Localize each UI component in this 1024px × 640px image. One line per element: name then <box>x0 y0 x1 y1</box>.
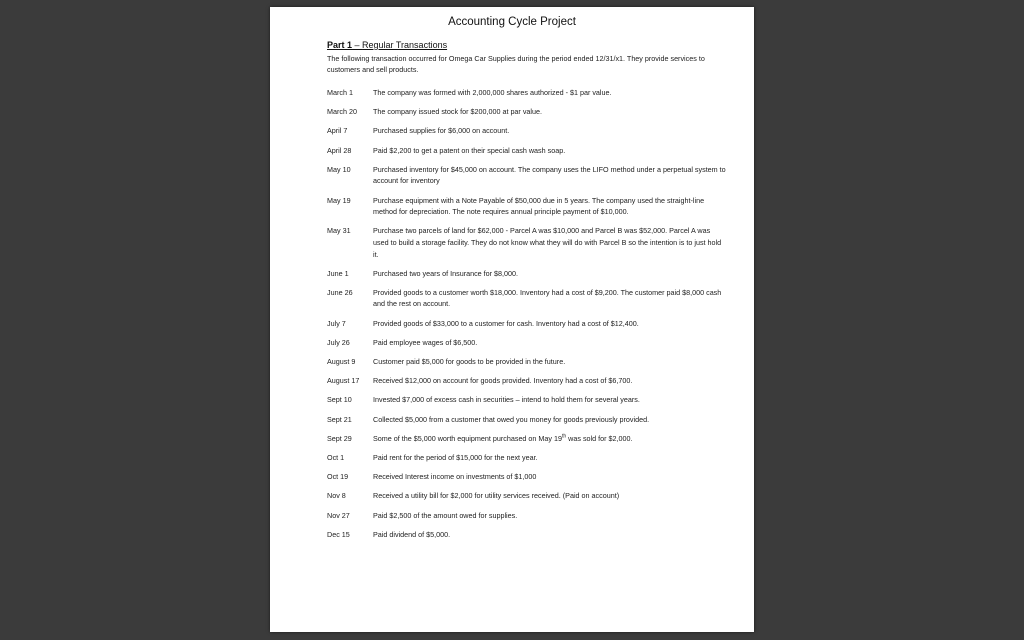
transaction-description: Collected $5,000 from a customer that owed you money for goods previously provided. <box>373 414 650 424</box>
transaction-row <box>327 145 727 157</box>
transaction-date: August 9 <box>327 357 356 367</box>
transaction-description: Paid dividend of $5,000. <box>373 529 451 539</box>
transaction-row <box>327 471 727 483</box>
transaction-date: Dec 15 <box>327 529 350 539</box>
transaction-date: April 28 <box>327 145 352 155</box>
transaction-row <box>327 268 727 280</box>
transaction-date: June 26 <box>327 287 353 297</box>
transaction-row <box>327 106 727 118</box>
transaction-description: Purchase equipment with a Note Payable of $50,000 due in 5 years. The company used the straight-line method for depreciation. The note requires annual principle payment of $10,000. <box>373 195 705 217</box>
intro-paragraph: The following transaction occurred for Omega Car Supplies during the period ended 12/31/x1. They provide services to customers and sell products. <box>327 54 705 74</box>
part-separator: – <box>352 40 363 50</box>
transaction-description: Paid rent for the period of $15,000 for the next year. <box>373 452 538 462</box>
transaction-description: Provided goods of $33,000 to a customer for cash. Inventory had a cost of $12,400. <box>373 318 639 328</box>
transaction-description: Received a utility bill for $2,000 for utility services received. (Paid on account) <box>373 491 620 501</box>
transaction-date: June 1 <box>327 268 349 278</box>
transaction-date: Nov 27 <box>327 510 350 520</box>
part-label: Part 1 <box>327 40 353 50</box>
transaction-date: Sept 10 <box>327 395 352 405</box>
transaction-date: May 10 <box>327 164 351 174</box>
transaction-description: Invested $7,000 of excess cash in securities – intend to hold them for several years. <box>373 395 640 405</box>
description-text: Some of the $5,000 worth equipment purchased on May 19 <box>373 433 562 443</box>
transaction-date: March 1 <box>327 88 353 97</box>
transaction-description: Received Interest income on investments of $1,000 <box>373 472 537 482</box>
transaction-date: Oct 1 <box>327 452 345 462</box>
transaction-date: May 19 <box>327 195 351 205</box>
transaction-row <box>327 195 727 218</box>
part-heading <box>327 40 447 50</box>
transaction-description: Paid $2,500 of the amount owed for supplies. <box>373 510 518 520</box>
transaction-description: Received $12,000 on account for goods provided. Inventory had a cost of $6,700. <box>373 376 633 386</box>
transaction-description <box>373 433 727 445</box>
transaction-row <box>327 337 727 349</box>
transaction-row <box>327 356 727 368</box>
description-text: was sold for $2,000. <box>566 433 633 443</box>
transaction-row <box>327 490 727 502</box>
transaction-date: Nov 8 <box>327 491 346 501</box>
transaction-row <box>327 287 727 310</box>
transaction-row <box>327 394 727 406</box>
transaction-row <box>327 452 727 464</box>
transaction-row <box>327 164 727 187</box>
transaction-description: Customer paid $5,000 for goods to be provided in the future. <box>373 357 566 367</box>
transaction-date: July 7 <box>327 318 346 328</box>
transaction-row <box>327 414 727 426</box>
transaction-date: May 31 <box>327 226 351 236</box>
transaction-description: Provided goods to a customer worth $18,000. Inventory had a cost of $9,200. The customer paid $8,000 cash and the rest on account. <box>373 287 722 309</box>
transaction-date: Oct 19 <box>327 472 349 482</box>
transaction-row <box>327 225 727 260</box>
transaction-date: July 26 <box>327 337 350 347</box>
document-page <box>270 7 754 632</box>
transaction-date: April 7 <box>327 126 348 136</box>
transaction-row <box>327 318 727 330</box>
transaction-row <box>327 529 727 541</box>
transaction-description: Purchased two years of Insurance for $8,000. <box>373 268 519 278</box>
transaction-description: Paid $2,200 to get a patent on their special cash wash soap. <box>373 145 566 155</box>
transaction-description: Paid employee wages of $6,500. <box>373 337 478 347</box>
transaction-description: Purchased supplies for $6,000 on account. <box>373 126 510 136</box>
transaction-date: Sept 29 <box>327 433 352 443</box>
page-title: Accounting Cycle Project <box>448 16 576 28</box>
transaction-description: The company was formed with 2,000,000 shares authorized - $1 par value. <box>373 88 612 97</box>
part-title: Regular Transactions <box>362 40 448 50</box>
ordinal-suffix: th <box>562 433 567 440</box>
transaction-description: Purchase two parcels of land for $62,000 - Parcel A was $10,000 and Parcel B was $52,000. Parcel A was used to build a storage facility. They do not know what they will do with Parcel B so the intention is to just hold it. <box>373 226 722 259</box>
transaction-description: Purchased inventory for $45,000 on account. The company uses the LIFO method under a perpetual system to account for inventory <box>373 164 726 186</box>
transaction-date: Sept 21 <box>327 414 352 424</box>
transaction-row <box>327 87 727 99</box>
transaction-list <box>327 87 727 540</box>
transaction-row <box>327 433 727 445</box>
transaction-date: August 17 <box>327 376 360 386</box>
transaction-row <box>327 510 727 522</box>
transaction-row <box>327 375 727 387</box>
transaction-description: The company issued stock for $200,000 at par value. <box>373 107 543 117</box>
transaction-date: March 20 <box>327 107 357 117</box>
transaction-row <box>327 125 727 137</box>
